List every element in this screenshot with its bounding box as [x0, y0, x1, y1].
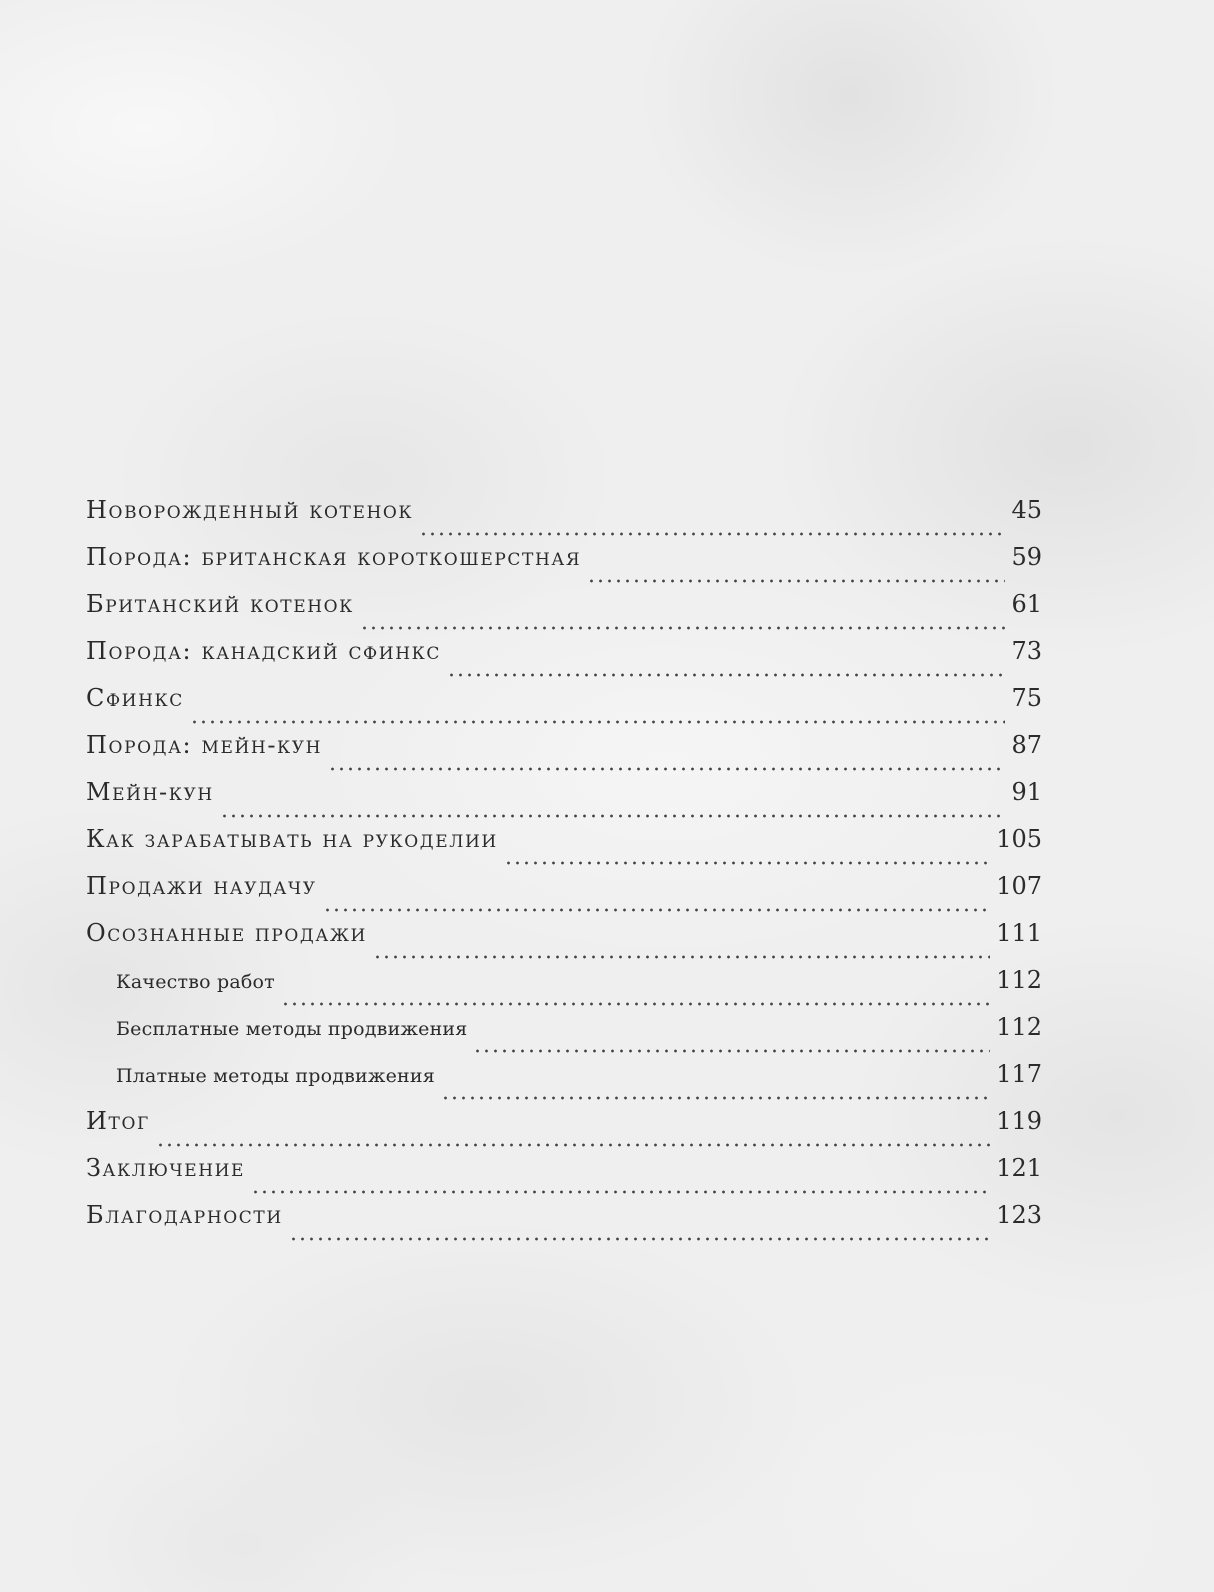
toc-entry — [86, 778, 1042, 825]
toc-dot-leader — [251, 1189, 990, 1195]
toc-entry-title: Сфинкс — [86, 684, 184, 712]
toc-entry-title: Мейн-кун — [86, 778, 214, 806]
toc-subentry — [86, 966, 1042, 1013]
toc-dot-leader — [220, 813, 1006, 819]
toc-entry — [86, 496, 1042, 543]
toc-dot-leader — [289, 1236, 990, 1242]
toc-page-number: 107 — [996, 872, 1042, 900]
toc-dot-leader — [323, 907, 991, 913]
toc-dot-leader — [373, 954, 990, 960]
toc-subentry-title: Платные методы продвижения — [116, 1065, 435, 1087]
toc-entry-title: Итог — [86, 1107, 150, 1135]
toc-entry-title: Британский котенок — [86, 590, 354, 618]
toc-dot-leader — [587, 578, 1005, 584]
toc-entry-title: Осознанные продажи — [86, 919, 367, 947]
toc-entry-title: Продажи наудачу — [86, 872, 317, 900]
toc-page-number: 87 — [1011, 731, 1042, 759]
toc-entry — [86, 590, 1042, 637]
toc-entry — [86, 731, 1042, 778]
toc-page-number: 121 — [996, 1154, 1042, 1182]
toc-entry-title: Новорожденный котенок — [86, 496, 414, 524]
toc-entry-title: Заключение — [86, 1154, 246, 1182]
toc-page-number: 112 — [996, 1013, 1042, 1041]
toc-page-number: 105 — [996, 825, 1042, 853]
toc-entry-title: Порода: британская короткошерстная — [86, 543, 582, 571]
toc-page-number: 111 — [996, 919, 1042, 947]
toc-dot-leader — [447, 672, 1005, 678]
toc-dot-leader — [281, 1001, 990, 1007]
toc-page-number: 91 — [1011, 778, 1042, 806]
toc-dot-leader — [190, 719, 1006, 725]
toc-entry — [86, 543, 1042, 590]
toc-dot-leader — [328, 766, 1005, 772]
toc-dot-leader — [419, 531, 1005, 537]
toc-entry — [86, 637, 1042, 684]
toc-entry-title: Порода: канадский сфинкс — [86, 637, 441, 665]
table-of-contents — [86, 496, 1042, 1248]
toc-subentry — [86, 1060, 1042, 1107]
toc-dot-leader — [156, 1142, 990, 1148]
toc-page-number: 112 — [996, 966, 1042, 994]
toc-page-number: 75 — [1011, 684, 1042, 712]
toc-dot-leader — [441, 1095, 990, 1101]
toc-entry — [86, 919, 1042, 966]
toc-subentry-title: Качество работ — [116, 971, 275, 993]
toc-page-number: 117 — [996, 1060, 1042, 1088]
toc-subentry-title: Бесплатные методы продвижения — [116, 1018, 468, 1040]
toc-page-number: 59 — [1011, 543, 1042, 571]
toc-entry-title: Как зарабатывать на рукоделии — [86, 825, 498, 853]
toc-entry-title: Благодарности — [86, 1201, 283, 1229]
toc-page-number: 61 — [1011, 590, 1042, 618]
toc-dot-leader — [473, 1048, 990, 1054]
toc-entry — [86, 684, 1042, 731]
toc-page-number: 119 — [996, 1107, 1042, 1135]
toc-page-number: 45 — [1011, 496, 1042, 524]
toc-page-number: 123 — [996, 1201, 1042, 1229]
toc-entry-title: Порода: мейн-кун — [86, 731, 323, 759]
toc-entry — [86, 1201, 1042, 1248]
toc-entry — [86, 825, 1042, 872]
toc-entry — [86, 1154, 1042, 1201]
toc-subentry — [86, 1013, 1042, 1060]
toc-dot-leader — [360, 625, 1006, 631]
toc-entry — [86, 872, 1042, 919]
toc-dot-leader — [504, 860, 990, 866]
toc-entry — [86, 1107, 1042, 1154]
toc-page-number: 73 — [1011, 637, 1042, 665]
